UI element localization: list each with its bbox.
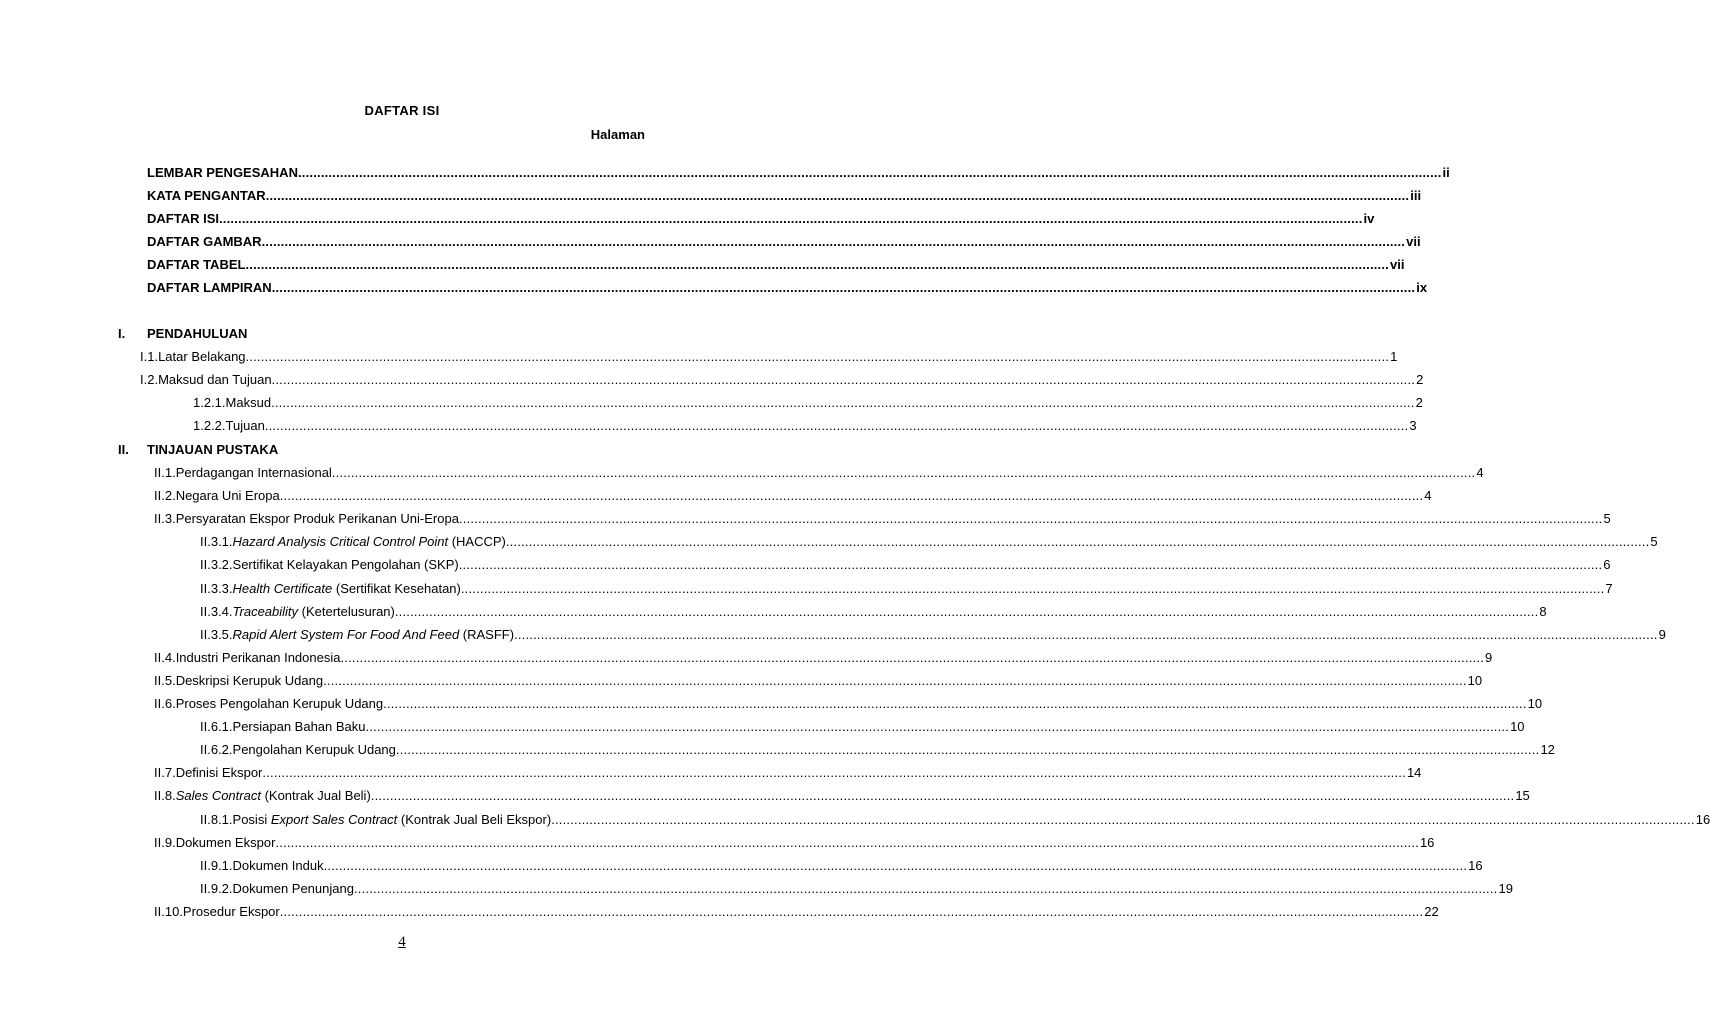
- entry-number: II.7.: [154, 765, 176, 780]
- toc-entry[interactable]: [200, 604, 1547, 620]
- toc-entry[interactable]: [200, 812, 1710, 828]
- toc-entry-front-matter[interactable]: [147, 211, 1375, 227]
- chapter-number: I.: [118, 326, 126, 341]
- dot-leader: ............................................................................................................................................................................................................................................................................................................: [458, 511, 1603, 526]
- entry-label: [147, 257, 245, 273]
- entry-label-text: Perdagangan Internasional: [175, 465, 332, 480]
- dot-leader: ............................................................................................................................................................................................................................................................................................................: [245, 349, 1390, 364]
- page-column-label: Halaman: [590, 127, 645, 142]
- entry-page-number: iii: [1410, 188, 1422, 203]
- entry-label: [200, 557, 459, 573]
- entry-page-number: vii: [1406, 234, 1421, 249]
- toc-entry[interactable]: [200, 534, 1658, 550]
- entry-number: II.3.3.: [200, 581, 233, 596]
- entry-label: [200, 858, 324, 874]
- entry-label-italic: Hazard Analysis Critical Control Point: [232, 534, 449, 549]
- entry-label-text: Tujuan: [225, 418, 265, 433]
- entry-page-number: 7: [1605, 581, 1613, 596]
- dot-leader: ............................................................................................................................................................................................................................................................................................................: [245, 257, 1389, 272]
- dot-leader: ............................................................................................................................................................................................................................................................................................................: [370, 788, 1515, 803]
- entry-number: 1.2.2.: [193, 418, 226, 433]
- entry-label-text: Deskripsi Kerupuk Udang: [175, 673, 324, 688]
- entry-number: II.9.2.: [200, 881, 233, 896]
- toc-entry[interactable]: [154, 835, 1435, 851]
- entry-label: [154, 835, 275, 851]
- entry-number: II.8.: [154, 788, 176, 803]
- toc-entry[interactable]: [154, 788, 1530, 804]
- entry-label: [154, 673, 323, 689]
- dot-leader: ............................................................................................................................................................................................................................................................................................................: [331, 465, 1476, 480]
- entry-page-number: 10: [1467, 673, 1483, 688]
- entry-label-text: Dokumen Ekspor: [175, 835, 276, 850]
- entry-label-prefix: Posisi: [232, 812, 271, 827]
- dot-leader: ............................................................................................................................................................................................................................................................................................................: [271, 372, 1416, 387]
- entry-label-text: (HACCP): [448, 534, 506, 549]
- page-title: DAFTAR ISI: [364, 103, 440, 118]
- dot-leader: ............................................................................................................................................................................................................................................................................................................: [297, 165, 1442, 180]
- entry-label-text: (Kontrak Jual Beli Ekspor): [397, 812, 552, 827]
- entry-label: [147, 234, 262, 250]
- entry-label: [200, 534, 506, 550]
- toc-entry[interactable]: [154, 765, 1422, 781]
- dot-leader: ............................................................................................................................................................................................................................................................................................................: [460, 581, 1605, 596]
- entry-label: [140, 349, 246, 365]
- dot-leader: ............................................................................................................................................................................................................................................................................................................: [279, 488, 1424, 503]
- front-matter-label: KATA PENGANTAR: [147, 188, 266, 203]
- entry-page-number: 2: [1416, 372, 1424, 387]
- dot-leader: ............................................................................................................................................................................................................................................................................................................: [323, 673, 1467, 688]
- toc-entry[interactable]: [154, 488, 1432, 504]
- entry-label: [140, 372, 272, 388]
- dot-leader: ............................................................................................................................................................................................................................................................................................................: [514, 627, 1658, 642]
- entry-label: [154, 511, 459, 527]
- entry-label: [193, 395, 271, 411]
- entry-number: II.10.: [154, 904, 183, 919]
- toc-entry[interactable]: [200, 557, 1611, 573]
- toc-entry-front-matter[interactable]: [147, 280, 1428, 296]
- entry-page-number: 9: [1485, 650, 1493, 665]
- entry-page-number: 3: [1409, 418, 1417, 433]
- entry-label: [154, 488, 280, 504]
- dot-leader: ............................................................................................................................................................................................................................................................................................................: [323, 858, 1468, 873]
- entry-label: [154, 650, 340, 666]
- toc-entry[interactable]: [200, 881, 1513, 897]
- toc-entry[interactable]: [154, 511, 1611, 527]
- chapter-title: TINJAUAN PUSTAKA: [147, 442, 279, 457]
- entry-label-text: (Kontrak Jual Beli): [260, 788, 371, 803]
- entry-number: 1.2.1.: [193, 395, 226, 410]
- toc-entry[interactable]: [154, 673, 1483, 689]
- entry-page-number: 16: [1419, 835, 1435, 850]
- dot-leader: ............................................................................................................................................................................................................................................................................................................: [261, 234, 1406, 249]
- entry-label-text: (Sertifikat Kesehatan): [332, 581, 461, 596]
- entry-label: [200, 719, 366, 735]
- entry-number: I.1.: [140, 349, 159, 364]
- dot-leader: ............................................................................................................................................................................................................................................................................................................: [551, 812, 1695, 827]
- entry-page-number: 5: [1650, 534, 1658, 549]
- dot-leader: ............................................................................................................................................................................................................................................................................................................: [265, 188, 1410, 203]
- entry-label: [147, 280, 272, 296]
- front-matter-label: DAFTAR LAMPIRAN: [147, 280, 272, 295]
- entry-page-number: 16: [1468, 858, 1483, 873]
- entry-number: II.8.1.: [200, 812, 233, 827]
- dot-leader: ............................................................................................................................................................................................................................................................................................................: [262, 765, 1406, 780]
- dot-leader: ............................................................................................................................................................................................................................................................................................................: [264, 418, 1409, 433]
- entry-label-text: Dokumen Penunjang: [232, 881, 354, 896]
- front-matter-label: LEMBAR PENGESAHAN: [147, 165, 298, 180]
- entry-number: II.9.: [154, 835, 176, 850]
- dot-leader: ............................................................................................................................................................................................................................................................................................................: [340, 650, 1485, 665]
- entry-label-text: Latar Belakang: [158, 349, 246, 364]
- entry-number: II.3.4.: [200, 604, 233, 619]
- entry-page-number: iv: [1363, 211, 1375, 226]
- entry-page-number: 14: [1406, 765, 1422, 780]
- chapter-number: II.: [118, 442, 129, 457]
- toc-entry[interactable]: [154, 904, 1439, 920]
- entry-label: [200, 627, 514, 643]
- entry-label-text: (Ketertelusuran): [298, 604, 395, 619]
- dot-leader: ............................................................................................................................................................................................................................................................................................................: [505, 534, 1650, 549]
- entry-label: [200, 881, 354, 897]
- toc-entry[interactable]: [140, 349, 1398, 365]
- entry-label-italic: Health Certificate: [232, 581, 333, 596]
- entry-number: II.1.: [154, 465, 176, 480]
- entry-label-italic: Sales Contract: [175, 788, 261, 803]
- entry-number: II.3.: [154, 511, 176, 526]
- dot-leader: ............................................................................................................................................................................................................................................................................................................: [271, 395, 1415, 410]
- entry-number: II.3.5.: [200, 627, 233, 642]
- entry-label-text: Persyaratan Ekspor Produk Perikanan Uni-Eropa: [175, 511, 459, 526]
- entry-label: [200, 604, 395, 620]
- entry-label: [147, 188, 266, 204]
- chapter-title: PENDAHULUAN: [147, 326, 248, 341]
- entry-label: [147, 165, 298, 181]
- entry-label-italic: Rapid Alert System For Food And Feed: [232, 627, 460, 642]
- entry-page-number: 2: [1415, 395, 1423, 410]
- entry-page-number: 15: [1515, 788, 1530, 803]
- dot-leader: ............................................................................................................................................................................................................................................................................................................: [383, 696, 1527, 711]
- toc-entry[interactable]: [200, 742, 1555, 758]
- entry-label: [200, 581, 461, 597]
- entry-label-text: Proses Pengolahan Kerupuk Udang: [175, 696, 384, 711]
- dot-leader: ............................................................................................................................................................................................................................................................................................................: [271, 280, 1416, 295]
- entry-label: [154, 904, 280, 920]
- entry-number: II.6.: [154, 696, 176, 711]
- entry-label-text: (RASFF): [459, 627, 515, 642]
- front-matter-label: DAFTAR GAMBAR: [147, 234, 262, 249]
- front-matter-label: DAFTAR TABEL: [147, 257, 246, 272]
- toc-entry[interactable]: [200, 719, 1525, 735]
- entry-page-number: 5: [1603, 511, 1611, 526]
- entry-page-number: 22: [1424, 904, 1439, 919]
- toc-entry[interactable]: [193, 395, 1423, 411]
- entry-page-number: 19: [1498, 881, 1513, 896]
- page-number: 4: [398, 934, 406, 950]
- entry-label-text: Prosedur Ekspor: [182, 904, 280, 919]
- entry-label: [193, 418, 265, 434]
- entry-label-text: Dokumen Induk: [232, 858, 324, 873]
- dot-leader: ............................................................................................................................................................................................................................................................................................................: [353, 881, 1498, 896]
- entry-label: [200, 812, 551, 828]
- entry-page-number: 8: [1539, 604, 1547, 619]
- entry-label-italic: Export Sales Contract: [270, 812, 398, 827]
- entry-number: I.2.: [140, 372, 159, 387]
- entry-page-number: 4: [1424, 488, 1432, 503]
- entry-label-italic: Traceability: [232, 604, 299, 619]
- entry-page-number: vii: [1390, 257, 1405, 272]
- entry-label: [154, 788, 371, 804]
- entry-label: [200, 742, 396, 758]
- entry-page-number: 1: [1390, 349, 1398, 364]
- entry-number: II.2.: [154, 488, 176, 503]
- dot-leader: ............................................................................................................................................................................................................................................................................................................: [395, 742, 1540, 757]
- entry-label-text: Maksud: [225, 395, 272, 410]
- entry-label-text: Pengolahan Kerupuk Udang: [232, 742, 396, 757]
- toc-entry-front-matter[interactable]: [147, 234, 1421, 250]
- entry-page-number: 10: [1527, 696, 1543, 711]
- entry-label-text: Industri Perikanan Indonesia: [175, 650, 341, 665]
- entry-label-text: Negara Uni Eropa: [175, 488, 280, 503]
- entry-number: II.9.1.: [200, 858, 233, 873]
- toc-entry[interactable]: [140, 372, 1424, 388]
- toc-entry-front-matter[interactable]: [147, 165, 1450, 181]
- entry-page-number: ii: [1442, 165, 1450, 180]
- entry-label-text: Persiapan Bahan Baku: [232, 719, 366, 734]
- toc-entry[interactable]: [200, 581, 1613, 597]
- entry-page-number: 9: [1658, 627, 1666, 642]
- toc-entry[interactable]: [200, 627, 1666, 643]
- entry-page-number: 4: [1476, 465, 1484, 480]
- toc-entry[interactable]: [154, 650, 1493, 666]
- dot-leader: ............................................................................................................................................................................................................................................................................................................: [279, 904, 1424, 919]
- entry-label-text: Maksud dan Tujuan: [158, 372, 272, 387]
- dot-leader: ............................................................................................................................................................................................................................................................................................................: [365, 719, 1510, 734]
- entry-number: II.3.1.: [200, 534, 233, 549]
- entry-page-number: 16: [1695, 812, 1710, 827]
- toc-entry-front-matter[interactable]: [147, 188, 1422, 204]
- toc-entry-front-matter[interactable]: [147, 257, 1405, 273]
- entry-label-text: Sertifikat Kelayakan Pengolahan (SKP): [232, 557, 459, 572]
- entry-label: [147, 211, 219, 227]
- entry-page-number: 6: [1603, 557, 1611, 572]
- entry-number: II.3.2.: [200, 557, 233, 572]
- dot-leader: ............................................................................................................................................................................................................................................................................................................: [394, 604, 1539, 619]
- front-matter-label: DAFTAR ISI: [147, 211, 219, 226]
- dot-leader: ............................................................................................................................................................................................................................................................................................................: [218, 211, 1363, 226]
- entry-number: II.5.: [154, 673, 176, 688]
- entry-label: [154, 465, 332, 481]
- entry-label: [154, 765, 262, 781]
- entry-number: II.4.: [154, 650, 176, 665]
- entry-label: [154, 696, 383, 712]
- entry-page-number: 10: [1510, 719, 1525, 734]
- entry-page-number: 12: [1540, 742, 1555, 757]
- entry-number: II.6.2.: [200, 742, 233, 757]
- toc-entry[interactable]: [154, 465, 1484, 481]
- dot-leader: ............................................................................................................................................................................................................................................................................................................: [458, 557, 1603, 572]
- entry-page-number: ix: [1416, 280, 1428, 295]
- toc-entry[interactable]: [154, 696, 1543, 712]
- dot-leader: ............................................................................................................................................................................................................................................................................................................: [275, 835, 1419, 850]
- toc-entry[interactable]: [200, 858, 1483, 874]
- entry-label-text: Definisi Ekspor: [175, 765, 263, 780]
- entry-number: II.6.1.: [200, 719, 233, 734]
- toc-entry[interactable]: [193, 418, 1417, 434]
